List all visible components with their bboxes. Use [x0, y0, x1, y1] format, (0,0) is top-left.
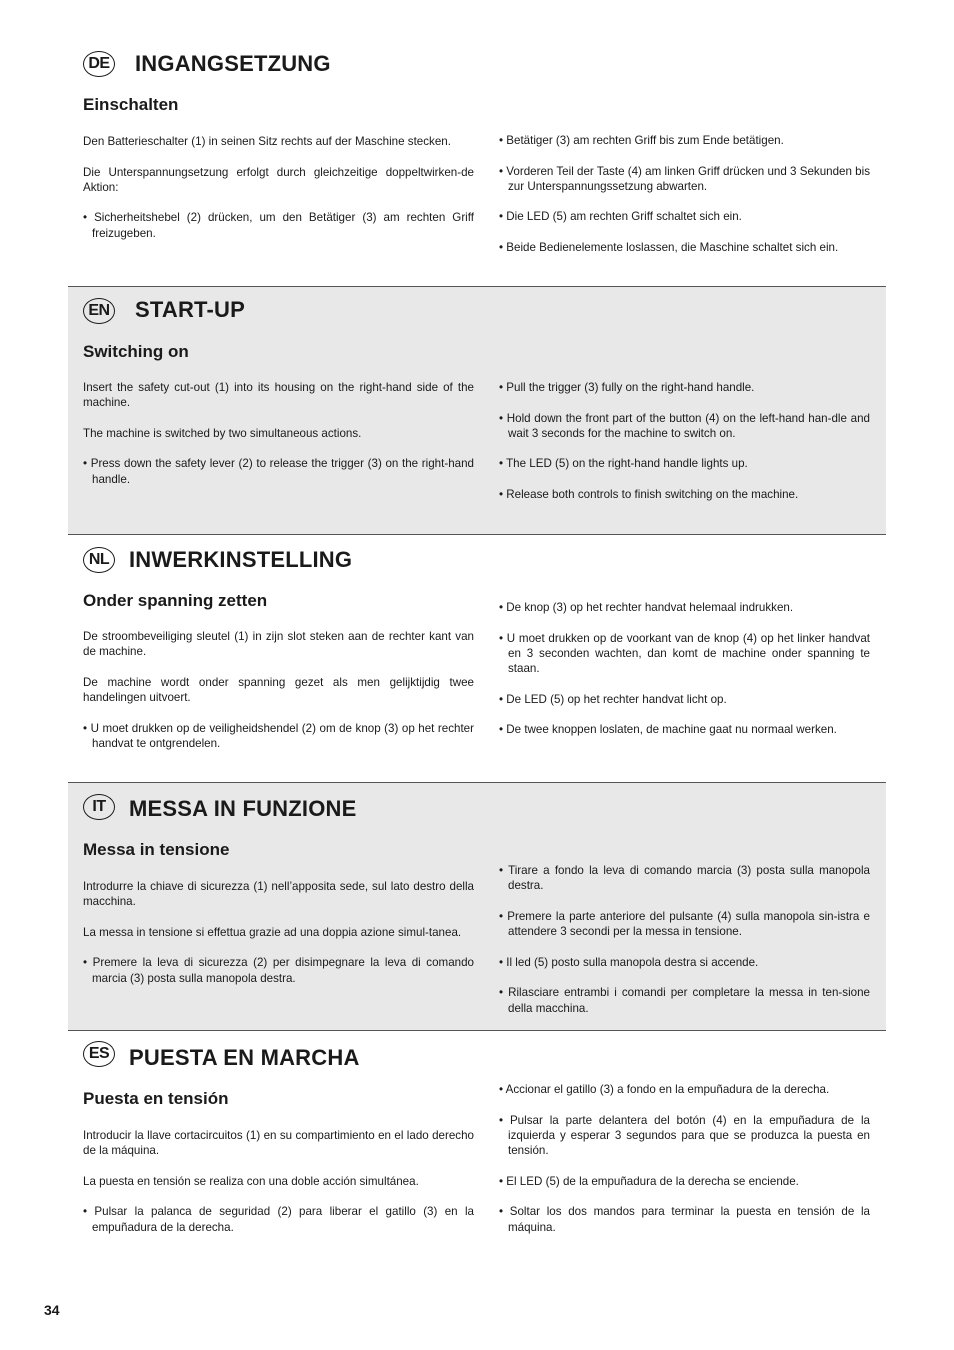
- paragraph: Den Batterieschalter (1) in seinen Sitz rechts auf der Maschine stecken.: [83, 135, 451, 148]
- section-de: [68, 38, 886, 286]
- section-title: INWERKINSTELLING: [129, 547, 353, 572]
- bullet-item: • U moet drukken op de veiligheidshendel (2) om de knop (3) op het rechter handvat te ontgrendelen.: [83, 721, 474, 751]
- section-en: [68, 286, 886, 535]
- bullet-item: • Pull the trigger (3) fully on the right-hand handle.: [499, 381, 755, 394]
- right-column: [499, 380, 870, 518]
- left-column: [83, 879, 474, 1001]
- paragraph: Introducir la llave cortacircuitos (1) en su compartimiento en el lado derecho de la máquina.: [83, 1129, 474, 1158]
- section-subtitle: Messa in tensione: [83, 840, 230, 859]
- bullet-item: • Rilasciare entrambi i comandi per completare la messa in ten-sione della macchina.: [499, 986, 870, 1015]
- section-subtitle: Einschalten: [83, 95, 179, 114]
- bullet-item: • Pulsar la palanca de seguridad (2) para liberar el gatillo (3) en la empuñadura de la derecha.: [83, 1205, 474, 1234]
- bullet-item: • Betätiger (3) am rechten Griff bis zum Ende betätigen.: [499, 134, 784, 147]
- page-number: 34: [44, 1302, 60, 1318]
- language-badge-en: EN: [83, 298, 115, 324]
- left-column: [83, 380, 474, 502]
- paragraph: La puesta en tensión se realiza con una doble acción simultánea.: [83, 1174, 419, 1188]
- bullet-item: • De twee knoppen loslaten, de machine gaat nu normaal werken.: [499, 723, 837, 737]
- paragraph: De machine wordt onder spanning gezet als men gelijktijdig twee handelingen uitvoert.: [83, 675, 474, 705]
- bullet-item: • Die LED (5) am rechten Griff schaltet sich ein.: [499, 210, 742, 224]
- section-subtitle: Puesta en tensión: [83, 1089, 229, 1108]
- bullet-item: • U moet drukken op de voorkant van de knop (4) op het linker handvat en 3 seconden wachten, dan komt de machine onder spanning te staan.: [499, 631, 870, 676]
- right-column: [499, 600, 870, 753]
- language-badge-it: IT: [83, 794, 115, 820]
- paragraph: Introdurre la chiave di sicurezza (1) nell’apposita sede, sul lato destro della macchina.: [83, 880, 474, 909]
- bullet-item: • Beide Bedienelemente loslassen, die Maschine schaltet sich ein.: [499, 241, 839, 255]
- bullet-item: • Release both controls to finish switching on the machine.: [499, 488, 799, 502]
- left-column: [83, 629, 474, 767]
- paragraph: Insert the safety cut-out (1) into its housing on the right-hand side of the machine.: [83, 381, 474, 410]
- section-title: PUESTA EN MARCHA: [129, 1045, 360, 1070]
- bullet-item: • Hold down the front part of the button (4) on the left-hand han-dle and wait 3 seconds for the machine to switch on.: [499, 411, 870, 440]
- bullet-item: • Pulsar la parte delantera del botón (4) en la empuñadura de la izquierda y esperar 3 segundos para que se produzca la puesta en tensión.: [499, 1113, 870, 1158]
- section-it: [68, 782, 886, 1031]
- right-column: [499, 133, 870, 271]
- language-badge-es: ES: [83, 1041, 115, 1067]
- paragraph: De stroombeveiliging sleutel (1) in zijn slot steken aan de rechter kant van de machine.: [83, 630, 474, 659]
- section-nl: [68, 535, 886, 782]
- bullet-item: • The LED (5) on the right-hand handle lights up.: [499, 457, 748, 471]
- left-column: [83, 1128, 474, 1250]
- bullet-item: • Accionar el gatillo (3) a fondo en la empuñadura de la derecha.: [499, 1083, 830, 1096]
- section-subtitle: Onder spanning zetten: [83, 591, 268, 610]
- bullet-item: • Soltar los dos mandos para terminar la puesta en tensión de la máquina.: [499, 1205, 870, 1234]
- bullet-item: • De LED (5) op het rechter handvat licht op.: [499, 692, 727, 706]
- bullet-item: • Premere la leva di sicurezza (2) per disimpegnare la leva di comando marcia (3) posta sulla manopola destra.: [83, 956, 474, 985]
- paragraph: The machine is switched by two simultaneous actions.: [83, 426, 362, 440]
- bullet-item: • El LED (5) de la empuñadura de la derecha se enciende.: [499, 1174, 799, 1188]
- section-title: MESSA IN FUNZIONE: [129, 796, 357, 821]
- left-column: [83, 134, 474, 256]
- bullet-item: • De knop (3) op het rechter handvat helemaal indrukken.: [499, 601, 794, 614]
- language-badge-de: DE: [83, 51, 115, 77]
- paragraph: Die Unterspannungsetzung erfolgt durch gleichzeitige doppeltwirken-de Aktion:: [83, 165, 474, 194]
- bullet-item: • Sicherheitshebel (2) drücken, um den Betätiger (3) am rechten Griff freizugeben.: [83, 211, 474, 240]
- bullet-item: • Il led (5) posto sulla manopola destra si accende.: [499, 955, 759, 969]
- bullet-item: • Premere la parte anteriore del pulsante (4) sulla manopola sin-istra e attendere 3 secondi per la messa in tensione.: [499, 909, 870, 939]
- section-title: START-UP: [135, 297, 245, 322]
- bullet-item: • Vorderen Teil der Taste (4) am linken Griff drücken und 3 Sekunden bis zur Unterspannungssetzung abwarten.: [499, 164, 870, 193]
- paragraph: La messa in tensione si effettua grazie ad una doppia azione simul-tanea.: [83, 925, 462, 939]
- right-column: [499, 1082, 870, 1250]
- right-column: [499, 863, 870, 1031]
- language-badge-nl: NL: [83, 547, 115, 573]
- section-subtitle: Switching on: [83, 342, 189, 361]
- bullet-item: • Tirare a fondo la leva di comando marcia (3) posta sulla manopola destra.: [499, 864, 870, 893]
- bullet-item: • Press down the safety lever (2) to release the trigger (3) on the right-hand handle.: [83, 457, 474, 486]
- section-es: [68, 1031, 886, 1271]
- section-title: INGANGSETZUNG: [135, 51, 331, 76]
